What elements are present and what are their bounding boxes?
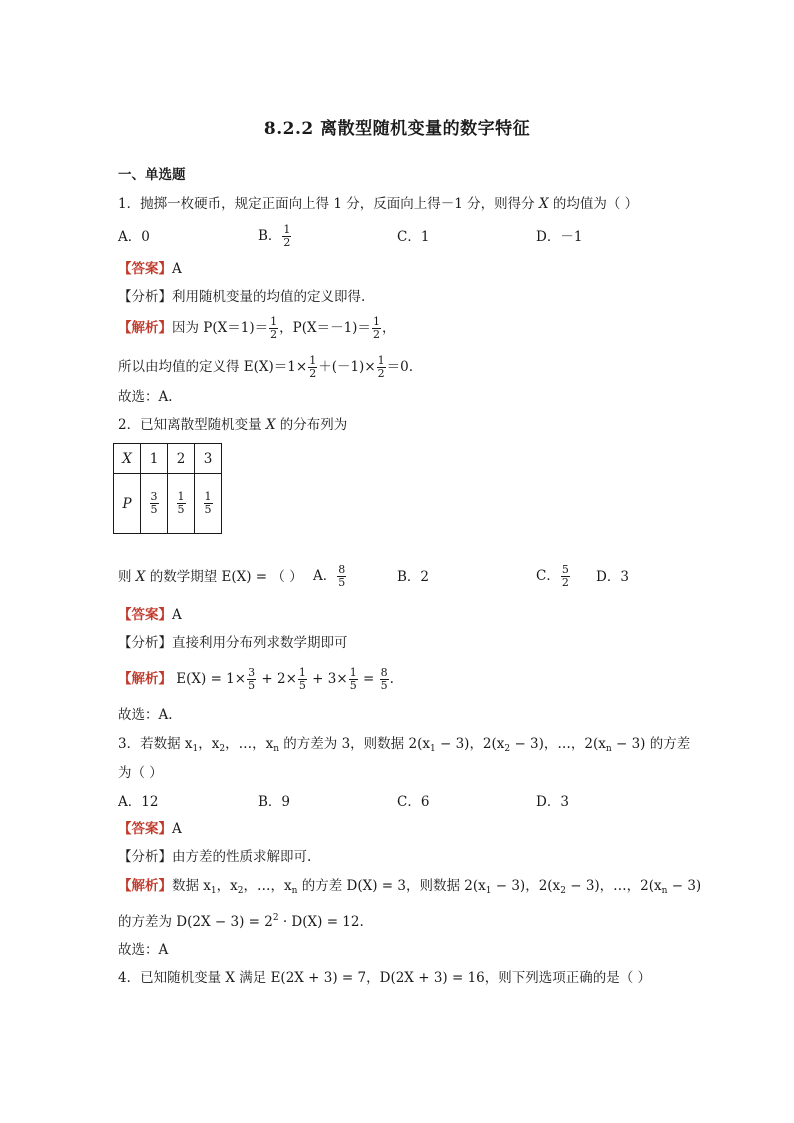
frac-num: 1 bbox=[298, 666, 306, 679]
q2-ask bbox=[118, 567, 303, 587]
q2-option-c-label: C． bbox=[536, 568, 560, 584]
answer-tag: 【答案】 bbox=[118, 261, 172, 277]
subscript: 1 bbox=[210, 886, 217, 896]
q3-stem-line2: 为（ ） bbox=[118, 765, 163, 781]
table-cell bbox=[195, 474, 222, 534]
q3-option-c: C．6 bbox=[397, 794, 430, 810]
subscript: n bbox=[273, 744, 280, 754]
analysis-tag: 【分析】 bbox=[118, 289, 172, 305]
q1-sol-text: ＝0. bbox=[386, 359, 414, 375]
q3-analysis bbox=[118, 847, 311, 867]
frac-num: 3 bbox=[248, 666, 256, 679]
q2-choose: 故选：A. bbox=[118, 707, 173, 723]
table-cell: 2 bbox=[168, 444, 195, 474]
frac-den: 2 bbox=[309, 367, 317, 380]
q2-analysis bbox=[118, 633, 348, 653]
frac-num: 1 bbox=[270, 315, 278, 328]
frac-den: 5 bbox=[150, 503, 158, 516]
fraction bbox=[269, 316, 278, 341]
frac-num: 8 bbox=[380, 666, 388, 679]
q1-option-b bbox=[258, 224, 292, 249]
section-heading: 一、单选题 bbox=[118, 167, 186, 183]
q3-text: ，x bbox=[216, 878, 238, 894]
q3-choose: 故选：A bbox=[118, 942, 169, 958]
q2-stem bbox=[118, 415, 347, 435]
q3-stem-line1 bbox=[118, 734, 690, 759]
frac-num: 1 bbox=[309, 354, 317, 367]
fraction bbox=[349, 667, 358, 692]
q1-analysis bbox=[118, 287, 365, 307]
frac-num: 1 bbox=[177, 490, 185, 503]
q1-sol-text: ， bbox=[381, 320, 396, 336]
frac-den: 2 bbox=[377, 367, 385, 380]
solution-tag: 【解析】 bbox=[118, 671, 172, 687]
page-title: 8.2.2 离散型随机变量的数字特征 bbox=[263, 119, 531, 139]
frac-den: 2 bbox=[372, 328, 380, 341]
frac-den: 2 bbox=[283, 236, 291, 249]
frac-den: 5 bbox=[298, 679, 306, 692]
q2-sol-text: + 2× bbox=[257, 671, 297, 687]
fraction bbox=[372, 316, 381, 341]
frac-den: 2 bbox=[270, 328, 278, 341]
q1-sol-text: ，P(X＝－1)＝ bbox=[279, 320, 371, 336]
table-cell: 1 bbox=[141, 444, 168, 474]
q3-option-b: B．9 bbox=[258, 794, 291, 810]
fraction bbox=[247, 667, 256, 692]
table-cell: P bbox=[114, 474, 141, 534]
q1-sol-text: 所以由均值的定义得 E(X)＝1× bbox=[118, 359, 308, 375]
table-cell: 3 bbox=[195, 444, 222, 474]
q3-text: 的方差 D(X) = 3，则数据 2(x bbox=[297, 878, 486, 894]
q1-sol-text: 因为 P(X＝1)＝ bbox=[172, 320, 269, 336]
answer-tag: 【答案】 bbox=[118, 607, 172, 623]
q2-ask-text-end: 的数学期望 E(X) = （ ） bbox=[145, 569, 303, 585]
table-row bbox=[114, 444, 222, 474]
frac-num: 5 bbox=[561, 563, 569, 576]
q2-sol-text: . bbox=[389, 671, 394, 687]
q3-answer bbox=[118, 819, 182, 839]
q1-stem-text: 1．抛掷一枚硬币，规定正面向上得 1 分，反面向上得－1 分，则得分 bbox=[118, 196, 539, 212]
frac-num: 1 bbox=[372, 315, 380, 328]
fraction bbox=[177, 491, 186, 516]
q3-text: ，x bbox=[198, 736, 220, 752]
frac-den: 5 bbox=[349, 679, 357, 692]
frac-den: 5 bbox=[248, 679, 256, 692]
q3-text: 3．若数据 x bbox=[118, 736, 193, 752]
frac-den: 5 bbox=[338, 576, 346, 589]
q2-sol-text: E(X) = 1× bbox=[172, 671, 247, 687]
q3-text: 数据 x bbox=[172, 878, 211, 894]
analysis-tag: 【分析】 bbox=[118, 849, 172, 865]
q3-text: − 3)，2(x bbox=[491, 878, 561, 894]
q2-answer bbox=[118, 605, 182, 625]
frac-num: 8 bbox=[338, 563, 346, 576]
fraction bbox=[308, 355, 317, 380]
fraction bbox=[561, 564, 570, 589]
subscript: n bbox=[291, 886, 298, 896]
q2-analysis-text: 直接利用分布列求数学期即可 bbox=[172, 635, 348, 651]
q3-text: ，…，x bbox=[225, 736, 274, 752]
subscript: 1 bbox=[192, 744, 199, 754]
q2-option-a-label: A． bbox=[313, 568, 337, 584]
q3-text: 的方差为 D(2X − 3) = 2 bbox=[118, 914, 273, 930]
q3-answer-value: A bbox=[172, 821, 182, 837]
table-cell: X bbox=[114, 444, 141, 474]
fraction bbox=[380, 667, 389, 692]
frac-den: 5 bbox=[177, 503, 185, 516]
answer-tag: 【答案】 bbox=[118, 821, 172, 837]
q3-text: ，…，x bbox=[243, 878, 292, 894]
q1-stem bbox=[118, 194, 638, 214]
q2-option-b: B．2 bbox=[397, 569, 430, 585]
table-row bbox=[114, 474, 222, 534]
distribution-table bbox=[113, 443, 222, 534]
q2-stem-text-end: 的分布列为 bbox=[275, 417, 348, 433]
frac-den: 5 bbox=[204, 503, 212, 516]
q3-text: − 3) 的方差 bbox=[611, 736, 691, 752]
superscript: 2 bbox=[272, 913, 279, 923]
q2-var: X bbox=[135, 569, 146, 585]
q1-option-d: D．－1 bbox=[536, 229, 583, 245]
q3-solution-line2 bbox=[118, 908, 364, 932]
analysis-tag: 【分析】 bbox=[118, 635, 172, 651]
q3-solution-line1 bbox=[118, 876, 701, 901]
fraction bbox=[298, 667, 307, 692]
q1-solution-line2 bbox=[118, 355, 413, 380]
q3-analysis-text: 由方差的性质求解即可. bbox=[172, 849, 312, 865]
q2-sol-text: = bbox=[358, 671, 379, 687]
q1-var: X bbox=[538, 196, 549, 212]
q2-option-a bbox=[313, 564, 347, 589]
fraction bbox=[150, 491, 159, 516]
q1-option-b-label: B． bbox=[258, 228, 282, 244]
subscript: 1 bbox=[485, 886, 492, 896]
frac-num: 1 bbox=[204, 490, 212, 503]
q1-answer-value: A bbox=[172, 261, 182, 277]
q1-answer bbox=[118, 259, 182, 279]
q3-text: · D(X) = 12. bbox=[278, 914, 364, 930]
q1-analysis-text: 利用随机变量的均值的定义即得. bbox=[172, 289, 366, 305]
subscript: n bbox=[605, 744, 612, 754]
subscript: 2 bbox=[219, 744, 226, 754]
q2-answer-value: A bbox=[172, 607, 182, 623]
table-cell bbox=[141, 474, 168, 534]
frac-den: 5 bbox=[380, 679, 388, 692]
subscript: n bbox=[661, 886, 668, 896]
q3-text: − 3)，…，2(x bbox=[565, 878, 662, 894]
q1-option-c: C．1 bbox=[397, 229, 430, 245]
q3-text: 的方差为 3，则数据 2(x bbox=[279, 736, 430, 752]
subscript: 2 bbox=[560, 886, 566, 896]
q1-sol-text: ＋(－1)× bbox=[318, 359, 376, 375]
q1-stem-text-end: 的均值为（ ） bbox=[548, 196, 639, 212]
frac-num: 1 bbox=[349, 666, 357, 679]
q3-text: − 3)，…，2(x bbox=[510, 736, 606, 752]
q2-option-d: D．3 bbox=[596, 569, 629, 585]
frac-num: 1 bbox=[283, 223, 291, 236]
q2-stem-text: 2．已知离散型随机变量 bbox=[118, 417, 266, 433]
q2-ask-text: 则 bbox=[118, 569, 136, 585]
q2-var: X bbox=[265, 417, 276, 433]
q1-option-a: A．0 bbox=[118, 229, 150, 245]
q1-choose: 故选：A. bbox=[118, 389, 173, 405]
solution-tag: 【解析】 bbox=[118, 320, 172, 336]
q2-solution bbox=[118, 667, 394, 692]
subscript: 1 bbox=[429, 744, 436, 754]
q2-sol-text: + 3× bbox=[307, 671, 348, 687]
subscript: 2 bbox=[504, 744, 511, 754]
frac-num: 1 bbox=[377, 354, 385, 367]
q1-option-b-fraction bbox=[282, 224, 291, 249]
q2-option-c bbox=[536, 564, 571, 589]
table-cell bbox=[168, 474, 195, 534]
frac-den: 2 bbox=[561, 576, 569, 589]
fraction bbox=[204, 491, 213, 516]
q4-stem: 4．已知随机变量 X 满足 E(2X + 3) = 7，D(2X + 3) = 16，则下列选项正确的是（ ） bbox=[118, 970, 652, 986]
q3-text: − 3)，2(x bbox=[435, 736, 505, 752]
q3-text: − 3) bbox=[667, 878, 702, 894]
q3-option-a: A．12 bbox=[118, 794, 159, 810]
subscript: 2 bbox=[237, 886, 244, 896]
q3-option-d: D．3 bbox=[536, 794, 569, 810]
q1-solution-line1 bbox=[118, 316, 395, 341]
solution-tag: 【解析】 bbox=[118, 878, 172, 894]
fraction bbox=[377, 355, 386, 380]
frac-num: 3 bbox=[150, 490, 158, 503]
fraction bbox=[337, 564, 346, 589]
